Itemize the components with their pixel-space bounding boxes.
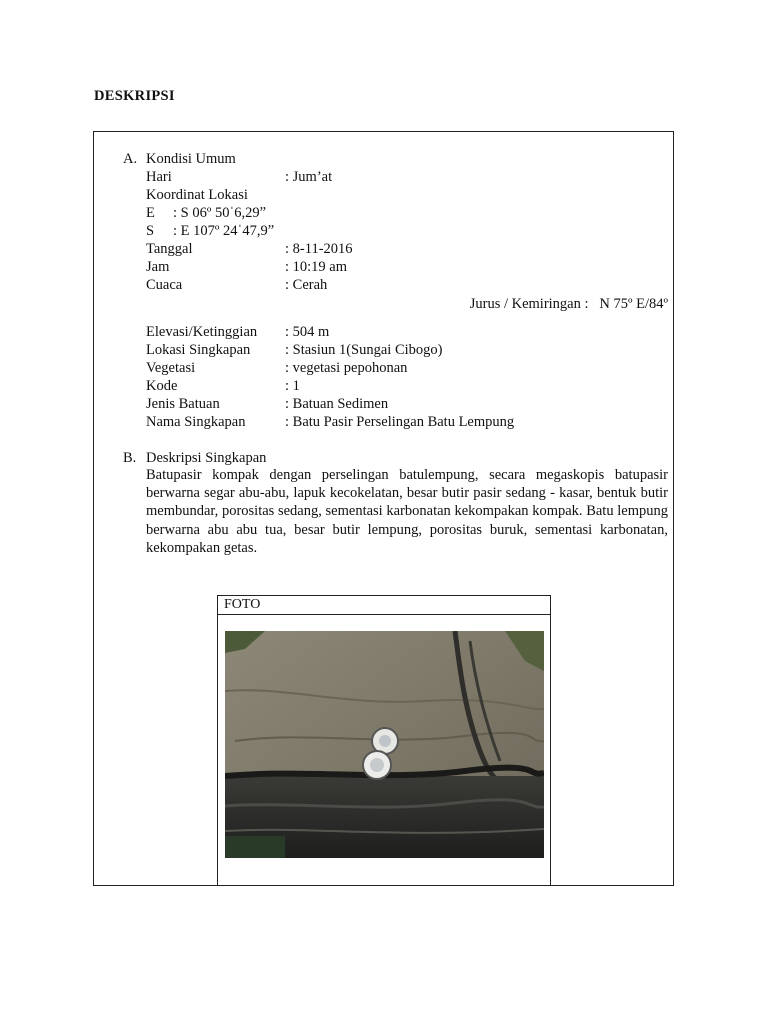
- jurus-kemiringan: Jurus / Kemiringan : N 75º E/84º: [469, 296, 668, 312]
- photo-box: [217, 595, 551, 886]
- nama-singkapan-value: : Batu Pasir Perselingan Batu Lempung: [285, 414, 515, 430]
- page-title: DESKRIPSI: [94, 88, 175, 104]
- lokasi-label: Lokasi Singkapan: [146, 342, 251, 358]
- elevasi-value: : 504 m: [285, 324, 330, 340]
- jenis-batuan-label: Jenis Batuan: [146, 396, 220, 412]
- cuaca-value: : Cerah: [285, 277, 328, 293]
- jam-value: : 10:19 am: [285, 259, 348, 275]
- outcrop-description: Batupasir kompak dengan perselingan batulempung, secara megaskopis batupasir berwarna segar abu-abu, lapuk kecokelatan, besar butir pasir sedang - kasar, bentuk butir membundar, porositas sedang, sementasi karbonatan kekompakan kompak. Batu lempung berwarna abu abu tua, besar butir lempung, porositas buruk, sementasi karbonatan, kekompakan getas.: [146, 467, 668, 556]
- kode-label: Kode: [146, 378, 178, 394]
- hari-label: Hari: [146, 169, 172, 185]
- nama-singkapan-label: Nama Singkapan: [146, 414, 246, 430]
- koordinat-label: Koordinat Lokasi: [146, 187, 248, 203]
- hari-value: : Jum’at: [285, 169, 333, 185]
- vegetasi-value: : vegetasi pepohonan: [285, 360, 408, 376]
- coord-e-label: E: [146, 205, 155, 221]
- section-a-heading: Kondisi Umum: [146, 151, 236, 167]
- section-a-marker: A.: [123, 151, 138, 167]
- section-b-marker: B.: [123, 450, 137, 466]
- tanggal-label: Tanggal: [146, 241, 193, 257]
- coord-s-value: : E 107º 24ˈ47,9ˮ: [173, 223, 275, 239]
- elevasi-label: Elevasi/Ketinggian: [146, 324, 258, 340]
- jenis-batuan-value: : Batuan Sedimen: [285, 396, 389, 412]
- section-b-heading: Deskripsi Singkapan: [146, 450, 267, 466]
- jam-label: Jam: [146, 259, 170, 275]
- outcrop-photo: [225, 631, 544, 858]
- photo-label: FOTO: [218, 596, 550, 615]
- kode-value: : 1: [285, 378, 300, 394]
- tanggal-value: : 8-11-2016: [285, 241, 353, 257]
- lokasi-value: : Stasiun 1(Sungai Cibogo): [285, 342, 443, 358]
- coord-e-value: : S 06º 50ˈ6,29ˮ: [173, 205, 267, 221]
- cuaca-label: Cuaca: [146, 277, 183, 293]
- vegetasi-label: Vegetasi: [146, 360, 196, 376]
- coord-s-label: S: [146, 223, 155, 239]
